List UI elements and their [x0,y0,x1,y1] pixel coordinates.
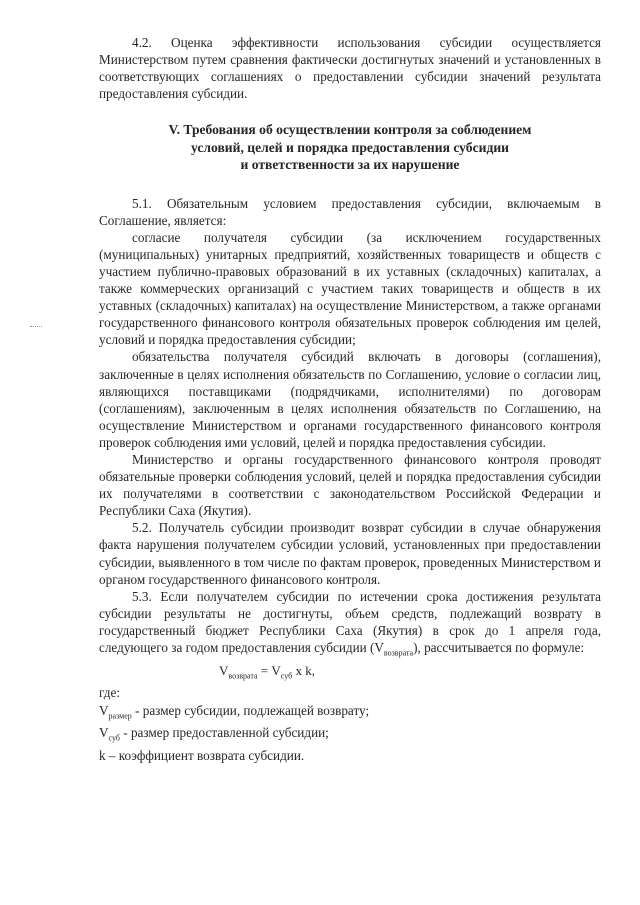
paragraph-4-2: 4.2. Оценка эффективности использования субсидии осуществляется Министерством путем сравнения фактически достигнутых значений и установленных в соответствующих соглашениях о предоставлении субсидии значений результата предоставления субсидии. [99,35,601,102]
paragraph-5-1: 5.1. Обязательным условием предоставления субсидии, включаемым в Соглашение, является: [99,195,601,228]
definition-1 [99,702,601,725]
paragraph-ministry-checks: Министерство и органы государственного финансового контроля проводят обязательные проверки соблюдения условий, целей и порядка предоставления субсидии их получателями в соответствии с законодательством Российской Федерации и Республики Саха (Якутия). [99,452,601,519]
formula-tail: x k, [292,662,315,678]
def2-sub: суб [108,733,120,743]
paragraph-5-3-end: ), рассчитывается по формуле: [413,640,585,656]
def2-text: - размер предоставленной субсидии; [119,725,329,741]
section-heading [99,121,601,173]
paragraph-obligation: обязательства получателя субсидий включать в договоры (соглашения), заключенные в целях исполнения обязательств по Соглашению, условие о согласии лиц, являющихся поставщиками (подрядчиками, исполнителями) по договорам (соглашениям), заключенным в целях исполнения обязательств по Соглашению, на осуществление Министерством и органами государственного финансового контроля проверок соблюдения ими условий, целей и порядка предоставления субсидии. [99,349,601,450]
heading-line-2: условий, целей и порядка предоставления субсидии [190,139,510,155]
formula-lhs: V [219,662,229,678]
where-label: где: [99,685,120,701]
formula-eq: = V [257,662,281,678]
paragraph-consent: согласие получателя субсидии (за исключением государственных (муниципальных) унитарных предприятий, хозяйственных товариществ и обществ с участием публично-правовых образований в их уставных (складочных) капиталах, а также коммерческих организаций с участием таких товариществ и обществ в их уставных (складочных) капиталах) на осуществление Министерством, а также органами государственного финансового контроля обязательных проверок соблюдения им целей, условий и порядка предоставления субсидии; [99,229,601,348]
paragraph-5-3-subscript: возврата [383,648,414,658]
margin-mark [30,326,42,328]
document-body [99,34,601,764]
refund-formula [99,662,601,685]
definitions [99,684,601,764]
heading-line-1: V. Требования об осуществлении контроля за соблюдением [168,122,532,138]
paragraph-5-3 [99,588,601,662]
def1-symbol: V [99,702,109,718]
definition-2 [99,724,601,747]
formula-rhs-sub: суб [280,671,293,681]
paragraph-5-2: 5.2. Получатель субсидии производит возврат субсидии в случае обнаружения факта нарушения получателем субсидии условий, установленных при предоставлении субсидии, выявленного в том числе по фактам проверок, проведенных Министерством и органом государственного финансового контроля. [99,520,601,587]
heading-line-3: и ответственности за их нарушение [240,157,460,173]
definition-3: k – коэффициент возврата субсидии. [99,748,305,764]
paragraph-5-3-text: 5.3. Если получателем субсидии по истечении срока достижения результата субсидии результаты не достигнуты, объем средств, подлежащий возврату в государственный бюджет Республики Саха (Якутия) в срок до 1 апреля года, следующего за годом предоставления субсидии (V [99,588,601,656]
def1-sub: размер [108,711,132,721]
def1-text: - размер субсидии, подлежащей возврату; [131,702,370,718]
formula-lhs-sub: возврата [228,671,258,681]
def2-symbol: V [99,725,109,741]
